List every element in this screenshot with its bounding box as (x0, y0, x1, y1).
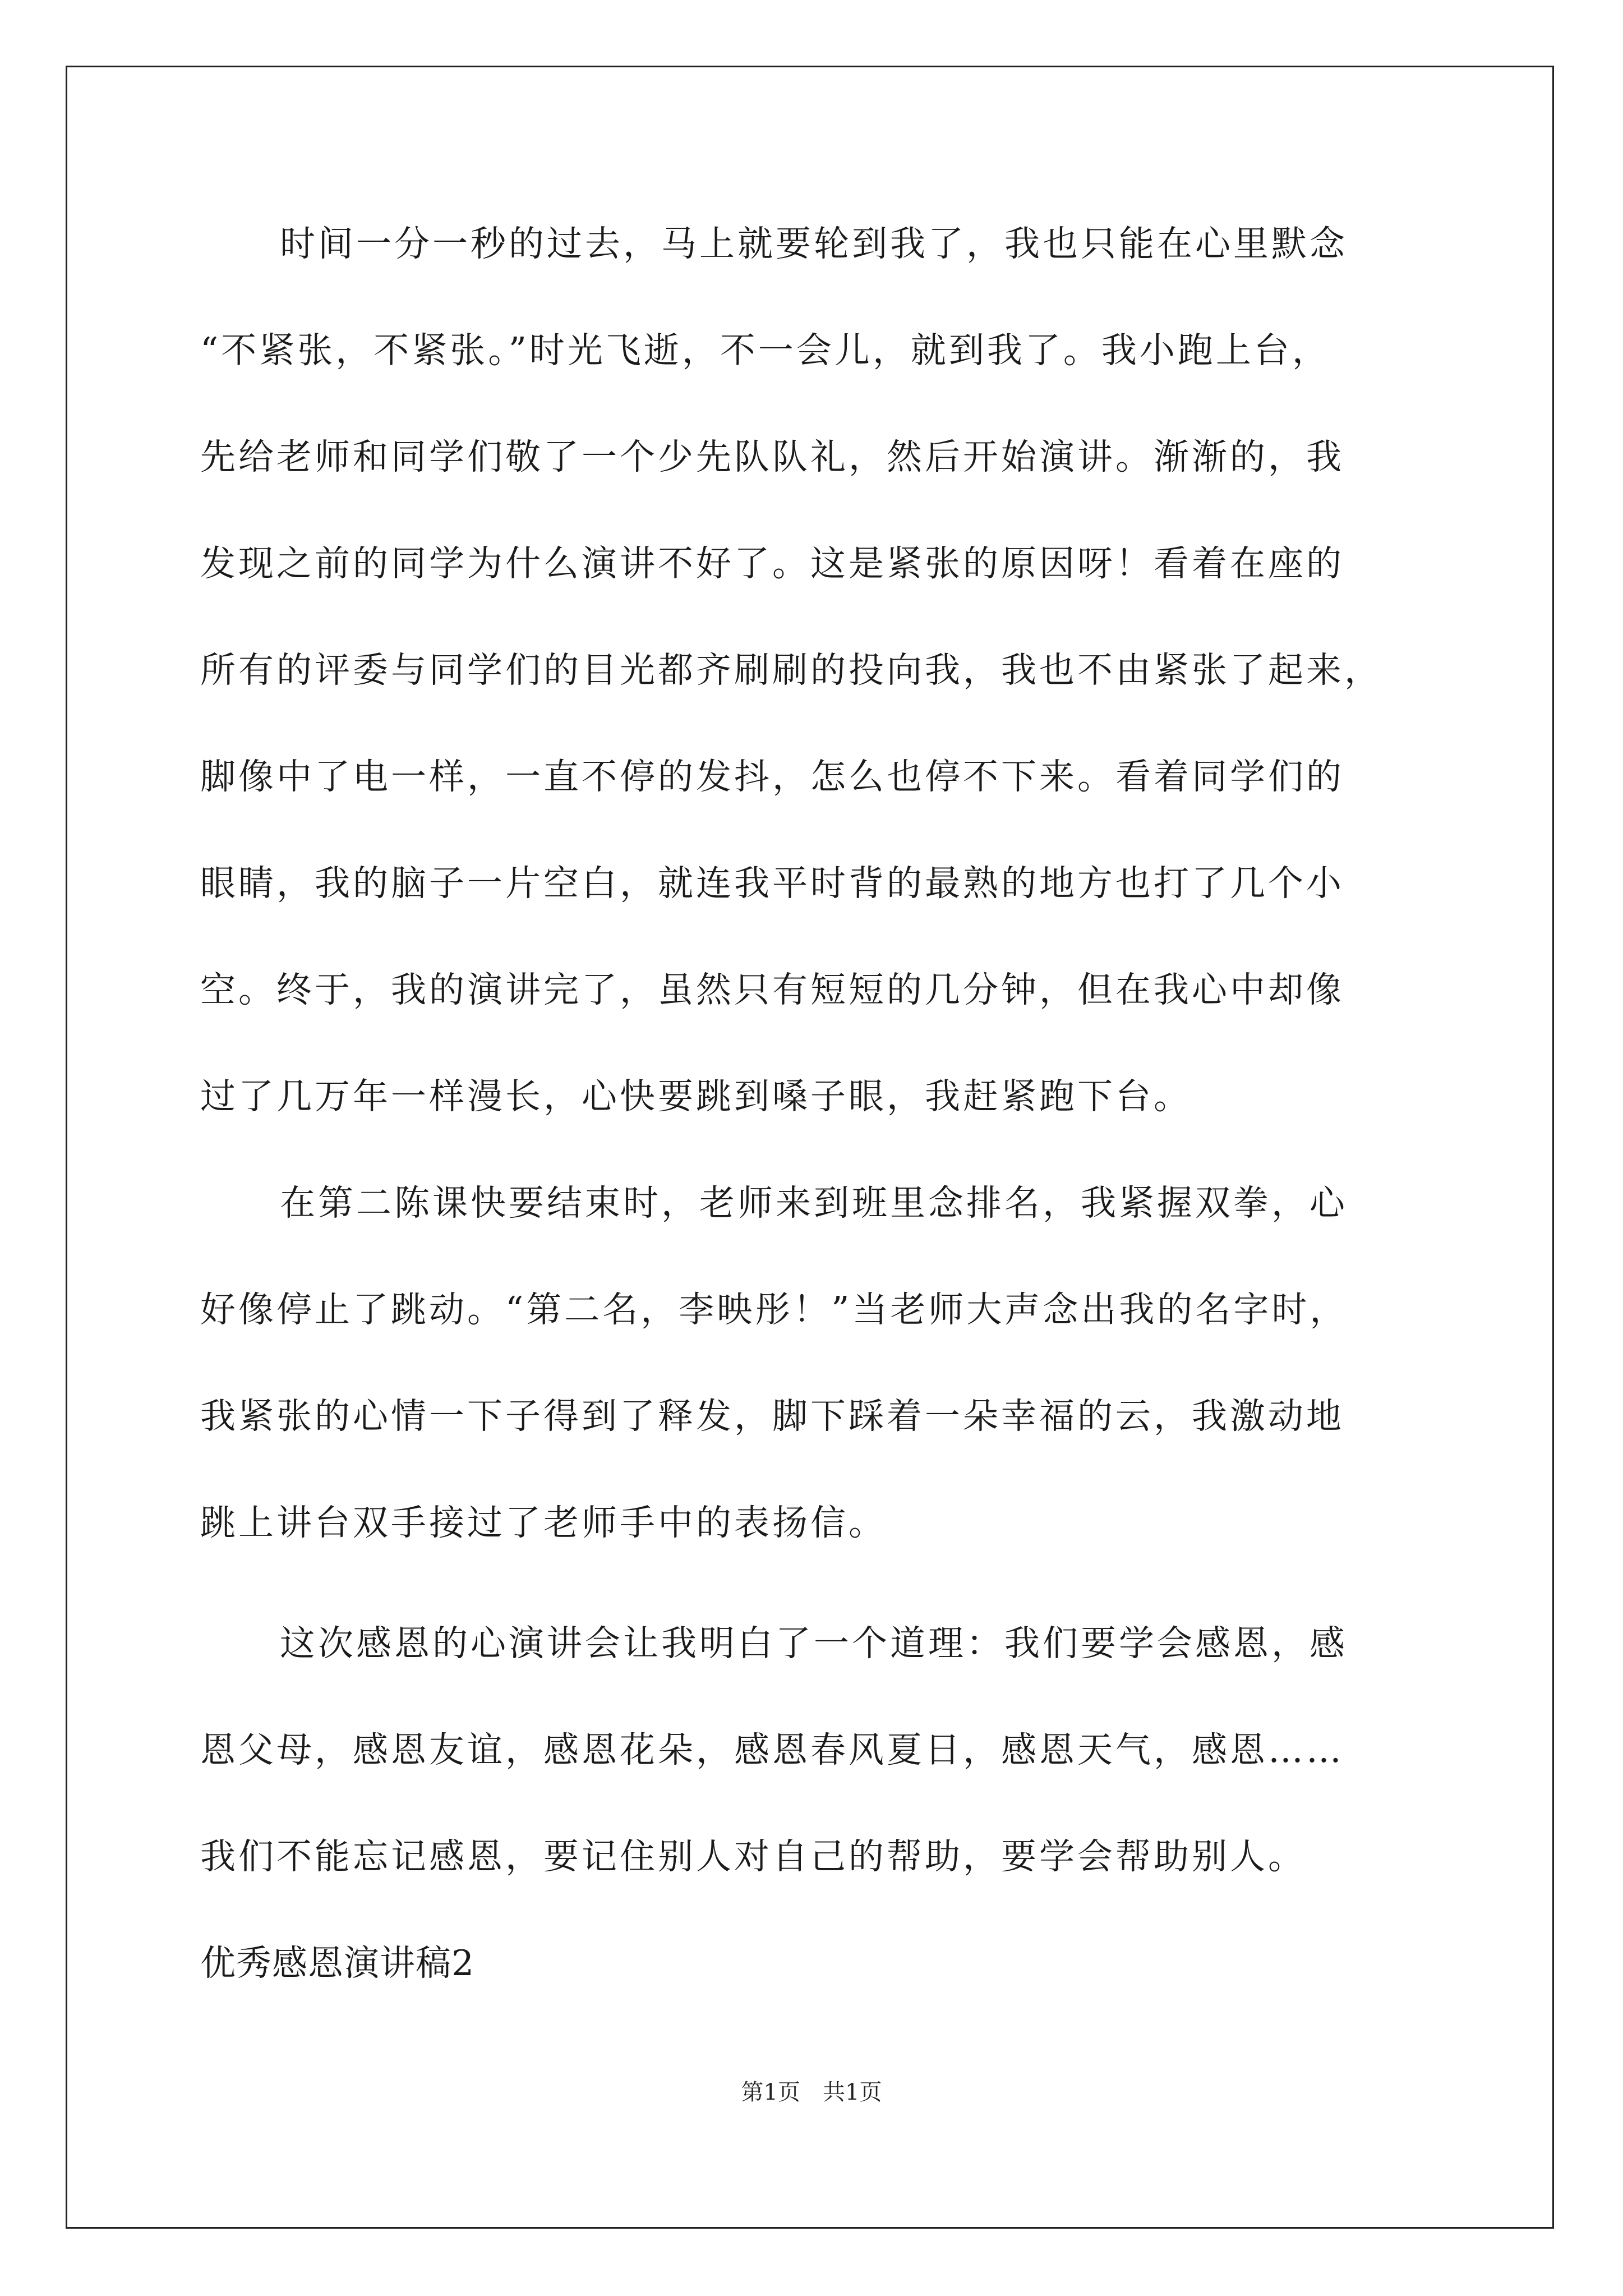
paragraph-1-line-5: 所有的评委与同学们的目光都齐刷刷的投向我，我也不由紧张了起来， (200, 650, 1382, 691)
paragraph-2-line-3: 我紧张的心情一下子得到了释发，脚下踩着一朵幸福的云，我激动地 (200, 1396, 1344, 1437)
paragraph-3-line-2: 恩父母，感恩友谊，感恩花朵，感恩春风夏日，感恩天气，感恩…… (200, 1729, 1344, 1770)
paragraph-2-line-2: 好像停止了跳动。“第二名，李映彤！”当老师大声念出我的名字时， (200, 1289, 1348, 1330)
page-number: 第1页 (741, 2079, 800, 2105)
paragraph-1-line-6: 脚像中了电一样，一直不停的发抖，怎么也停不下来。看着同学们的 (200, 756, 1344, 797)
paragraph-1-line-7: 眼睛，我的脑子一片空白，就连我平时背的最熟的地方也打了几个小 (200, 863, 1344, 904)
page-total: 共1页 (823, 2079, 882, 2105)
paragraph-1-line-9: 过了几万年一样漫长，心快要跳到嗓子眼，我赶紧跑下台。 (200, 1076, 1192, 1117)
section-heading: 优秀感恩演讲稿2 (200, 1943, 475, 1984)
paragraph-1-line-8: 空。终于，我的演讲完了，虽然只有短短的几分钟，但在我心中却像 (200, 969, 1344, 1010)
page-footer (0, 2078, 1623, 2106)
document-body (200, 208, 1428, 2033)
paragraph-1-line-3: 先给老师和同学们敬了一个少先队队礼，然后开始演讲。渐渐的，我 (200, 436, 1344, 477)
paragraph-3-line-1: 这次感恩的心演讲会让我明白了一个道理：我们要学会感恩，感 (280, 1623, 1348, 1664)
paragraph-1-line-1: 时间一分一秒的过去，马上就要轮到我了，我也只能在心里默念 (280, 223, 1348, 264)
paragraph-1-line-2: “不紧张，不紧张。”时光飞逝，不一会儿，就到我了。我小跑上台， (200, 330, 1330, 371)
paragraph-2-line-1: 在第二陈课快要结束时，老师来到班里念排名，我紧握双拳，心 (280, 1182, 1348, 1223)
paragraph-1-line-4: 发现之前的同学为什么演讲不好了。这是紧张的原因呀！看着在座的 (200, 543, 1344, 584)
paragraph-3-line-3: 我们不能忘记感恩，要记住别人对自己的帮助，要学会帮助别人。 (200, 1836, 1306, 1877)
paragraph-2-line-4: 跳上讲台双手接过了老师手中的表扬信。 (200, 1502, 887, 1543)
